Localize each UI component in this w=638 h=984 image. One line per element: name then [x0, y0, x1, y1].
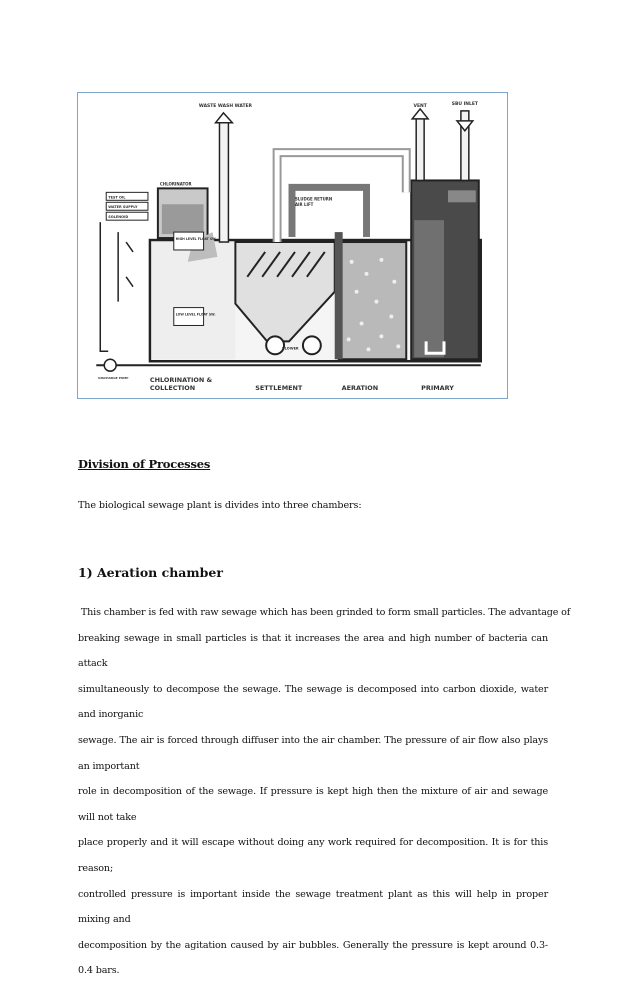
- primary-column: [414, 220, 444, 357]
- control-wiring: [100, 222, 108, 351]
- paragraph-line: This chamber is fed with raw sewage which has been grinded to form small particles. The advantage of: [78, 607, 571, 618]
- inlet-arrow: [457, 121, 473, 131]
- intro-text: The biological sewage plant is divides into three chambers:: [78, 500, 362, 511]
- section-title: Division of Processes: [78, 457, 211, 471]
- chlorinator-inner: [162, 204, 204, 234]
- label-air-lift: AIR LIFT: [294, 202, 314, 208]
- paragraph-line: breaking sewage in small particles is that it increases the area and high number of bacteria can attack: [78, 632, 548, 670]
- paragraph-line: sewage. The air is forced through diffuser into the air chamber. The pressure of air flow also plays an important: [78, 734, 548, 772]
- label-blower: BLOWER: [282, 346, 299, 351]
- switch-wiring: [118, 232, 133, 302]
- label-test-oil: TEST OIL: [108, 195, 126, 200]
- label-aeration: AERATION: [341, 384, 379, 393]
- label-sbu-inlet: SBU INLET: [451, 101, 478, 107]
- label-solenoid: SOLENOID: [108, 215, 129, 220]
- paragraph-line: place properly and it will escape without doing any work required for decomposition. It is for this reason;: [78, 837, 548, 874]
- paragraph-line: decomposition by the agitation caused by air bubbles. Generally the pressure is kept around 0.3-0.4 bars.: [78, 939, 548, 977]
- aeration-paragraph: [78, 600, 571, 984]
- paragraph-line: simultaneously to decompose the sewage. The sewage is decomposed into carbon dioxide, water and inorganic: [78, 683, 548, 721]
- waste-water-pipe: [219, 121, 228, 242]
- label-primary: PRIMARY: [421, 384, 454, 393]
- diagram-svg: [78, 93, 507, 398]
- paragraph-line: role in decomposition of the sewage. If pressure is kept high then the mixture of air and sewage will not take: [78, 786, 548, 823]
- subsection-title: 1) Aeration chamber: [78, 565, 223, 580]
- label-collection: COLLECTION: [149, 384, 196, 393]
- label-water-supply: WATER SUPPLY: [108, 205, 138, 210]
- primary-screen: [448, 190, 476, 202]
- vent-pipe: [416, 115, 424, 181]
- discharge-pump-circle: [104, 359, 116, 371]
- aeration-chamber: [339, 242, 407, 359]
- sludge-return-pipe: [292, 187, 367, 237]
- sewage-plant-diagram: [77, 92, 508, 399]
- label-settlement: SETTLEMENT: [255, 384, 303, 393]
- label-chlorination: CHLORINATION &: [149, 376, 213, 385]
- blower-circle-right: [303, 336, 321, 354]
- label-sludge-return: SLUDGE RETURN: [294, 196, 333, 202]
- label-chlorinator: CHLORINATOR: [159, 181, 192, 187]
- label-discharge-pump: DISCHARGE PUMP: [98, 376, 129, 381]
- label-high-level-float: HIGH LEVEL FLOAT SW.: [175, 237, 217, 242]
- label-vent: VENT: [413, 103, 427, 109]
- paragraph-line: controlled pressure is important inside the sewage treatment plant as this will help in proper mixing and: [78, 888, 548, 926]
- label-waste-wash-water: WASTE WASH WATER: [198, 103, 253, 109]
- vent-arrow: [412, 109, 428, 119]
- label-low-level-float: LOW LEVEL FLOAT SW.: [175, 312, 216, 317]
- waste-water-arrow: [216, 113, 233, 123]
- aeration-divider: [335, 232, 343, 359]
